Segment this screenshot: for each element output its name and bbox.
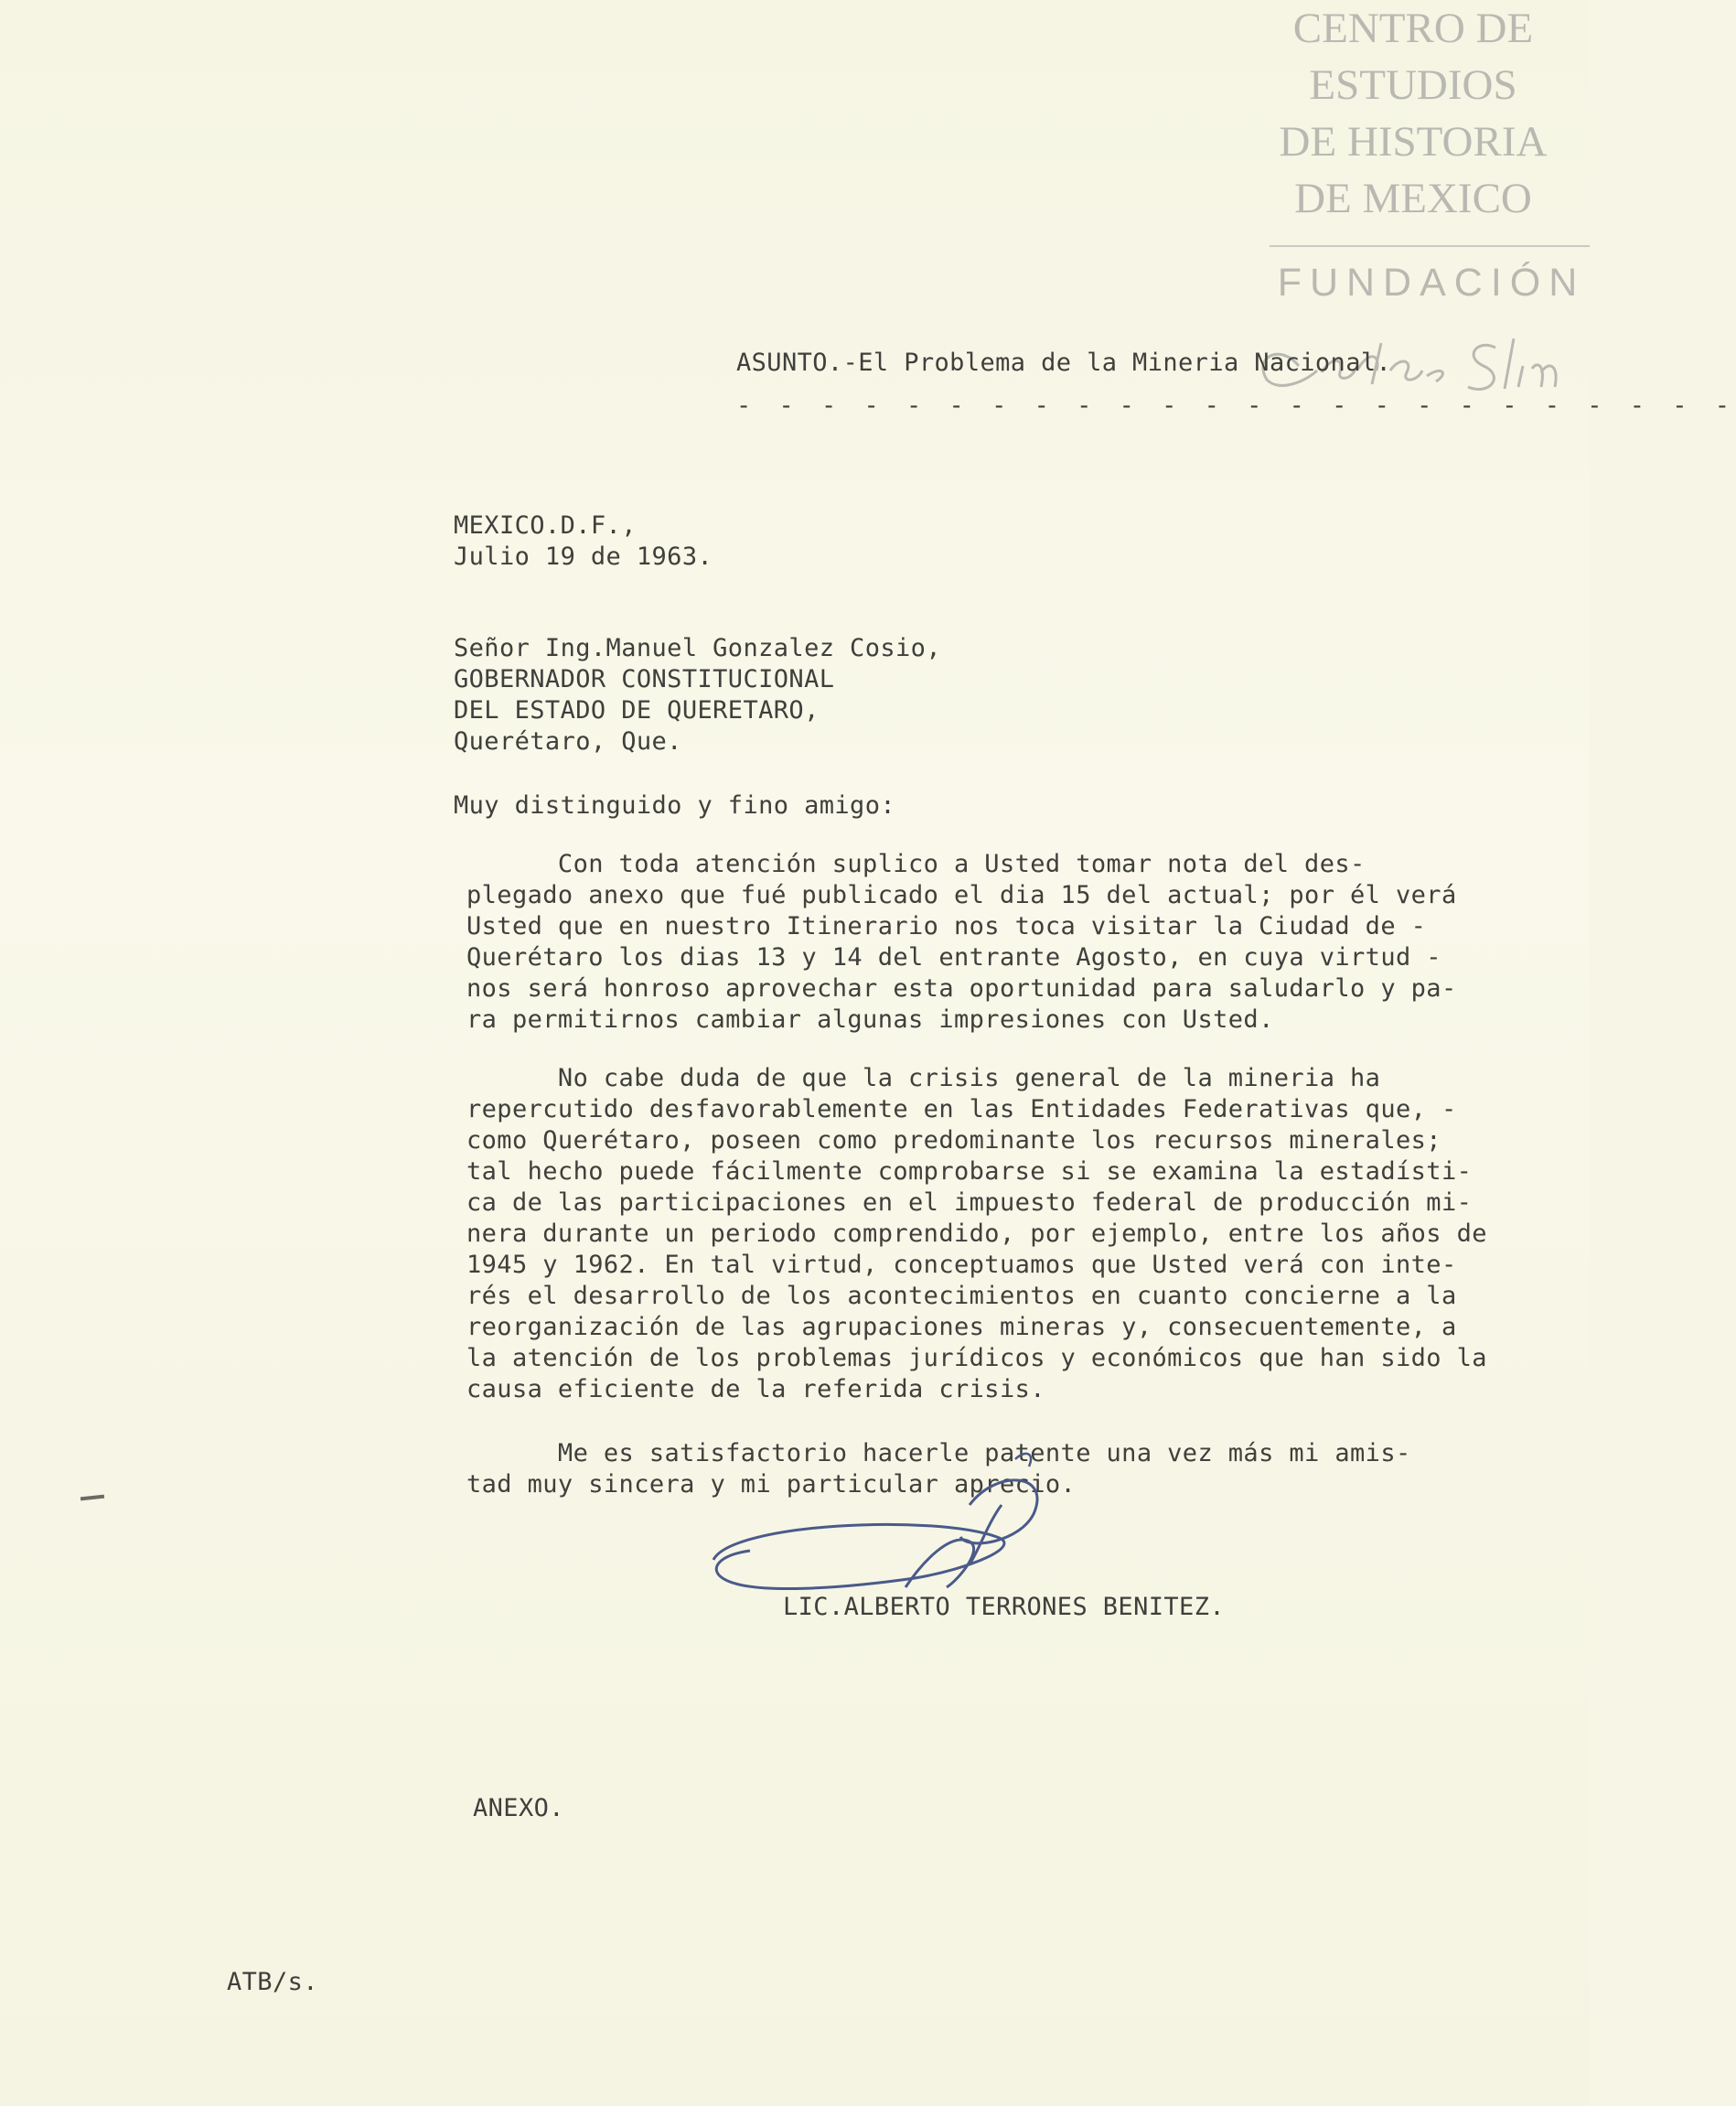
body-line: Querétaro los dias 13 y 14 del entrante Agosto, en cuya virtud -	[466, 943, 1441, 972]
body-line: rés el desarrollo de los acontecimientos en cuanto concierne a la	[466, 1282, 1457, 1310]
body-line: plegado anexo que fué publicado el dia 15 del actual; por él verá	[466, 881, 1457, 909]
body-line: causa eficiente de la referida crisis.	[466, 1375, 1045, 1403]
recipient-block	[454, 633, 941, 758]
subject-line: ASUNTO.-El Problema de la Mineria Nacional.	[736, 349, 1392, 377]
recipient-line: Querétaro, Que.	[454, 727, 682, 756]
salutation: Muy distinguido y fino amigo:	[454, 791, 896, 820]
margin-mark	[80, 1495, 104, 1501]
date-line: Julio 19 de 1963.	[454, 543, 713, 571]
body-paragraph-2	[466, 1063, 1487, 1405]
subject-underline: - - - - - - - - - - - - - - - - - - - - - - - -	[736, 392, 1736, 420]
signer-name: LIC.ALBERTO TERRONES BENITEZ.	[783, 1593, 1226, 1621]
stamp-line-3: DE HISTORIA	[1279, 118, 1548, 166]
body-line: nos será honroso aprovechar esta oportunidad para saludarlo y pa-	[466, 974, 1457, 1003]
body-line: la atención de los problemas jurídicos y económicos que han sido la	[466, 1344, 1487, 1372]
body-line: nera durante un periodo comprendido, por ejemplo, entre los años de	[466, 1220, 1487, 1248]
stamp-foundation: FUNDACIÓN	[1277, 261, 1586, 305]
place-line: MEXICO.D.F.,	[454, 511, 637, 540]
body-line: ra permitirnos cambiar algunas impresiones con Usted.	[466, 1005, 1274, 1034]
body-line: 1945 y 1962. En tal virtud, conceptuamos que Usted verá con inte-	[466, 1251, 1457, 1279]
body-line: reorganización de las agrupaciones mineras y, consecuentemente, a	[466, 1313, 1457, 1341]
body-line: Usted que en nuestro Itinerario nos toca visitar la Ciudad de -	[466, 912, 1427, 940]
body-line: repercutido desfavorablemente en las Entidades Federativas que, -	[466, 1095, 1457, 1123]
body-line: Con toda atención suplico a Usted tomar nota del des-	[466, 850, 1366, 878]
recipient-line: DEL ESTADO DE QUERETARO,	[454, 696, 820, 725]
body-line: tal hecho puede fácilmente comprobarse si se examina la estadísti-	[466, 1157, 1473, 1186]
recipient-line: GOBERNADOR CONSTITUCIONAL	[454, 665, 835, 693]
stamp-line-2: ESTUDIOS	[1309, 61, 1517, 109]
body-paragraph-1	[466, 849, 1457, 1036]
body-line: No cabe duda de que la crisis general de la mineria ha	[466, 1064, 1381, 1092]
body-line: ca de las participaciones en el impuesto federal de producción mi-	[466, 1188, 1473, 1217]
stamp-line-4: DE MEXICO	[1294, 175, 1532, 222]
body-line: como Querétaro, poseen como predominante los recursos minerales;	[466, 1126, 1441, 1155]
stamp-divider	[1270, 245, 1590, 247]
body-line: tad muy sincera y mi particular aprecio.	[466, 1470, 1077, 1499]
typist-initials: ATB/s.	[227, 1968, 318, 1996]
enclosure-note: ANEXO.	[473, 1794, 564, 1822]
recipient-line: Señor Ing.Manuel Gonzalez Cosio,	[454, 634, 941, 662]
archive-stamp	[1244, 0, 1586, 305]
stamp-line-1: CENTRO DE	[1292, 5, 1534, 52]
body-line: Me es satisfactorio hacerle patente una vez más mi amis-	[466, 1439, 1411, 1467]
